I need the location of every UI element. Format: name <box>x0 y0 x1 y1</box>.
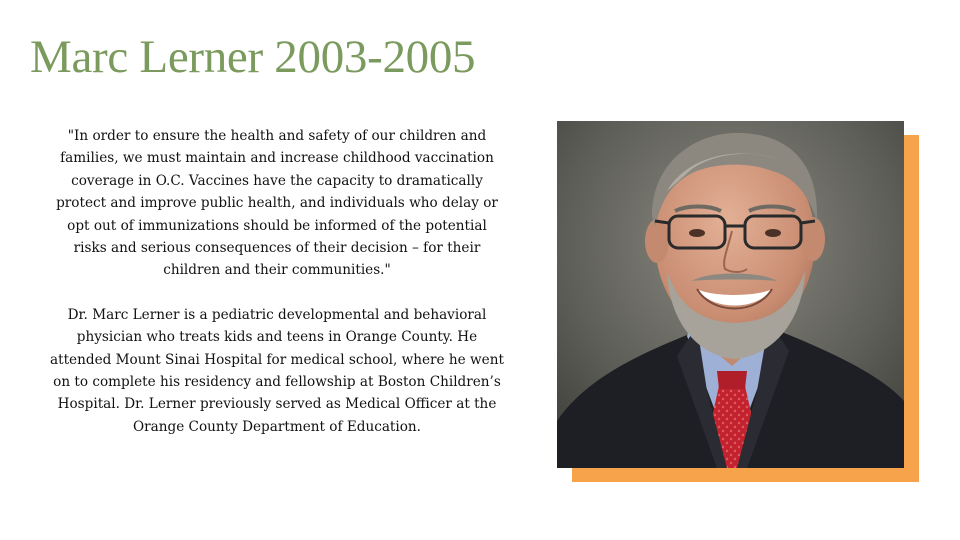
slide-title: Marc Lerner 2003-2005 <box>30 31 476 83</box>
portrait-photo <box>557 121 904 468</box>
text-block <box>50 125 504 438</box>
bio-text: Dr. Marc Lerner is a pediatric developmental and behavioral physician who treats kids and teens in Orange County. He attended Mount Sinai Hospital for medical school, where he went on to complete his residency and fellowship at Boston Children’s Hospital. Dr. Lerner previously served as Medical Officer at the Orange County Department of Education. <box>50 306 504 435</box>
quote-text: "In order to ensure the health and safety of our children and families, we must maintain and increase childhood vaccination coverage in O.C. Vaccines have the capacity to dramatically protect and improve public health, and individuals who delay or opt out of immunizations should be informed of the potential risks and serious consequences of their decision – for their children and their communities." <box>56 128 498 279</box>
